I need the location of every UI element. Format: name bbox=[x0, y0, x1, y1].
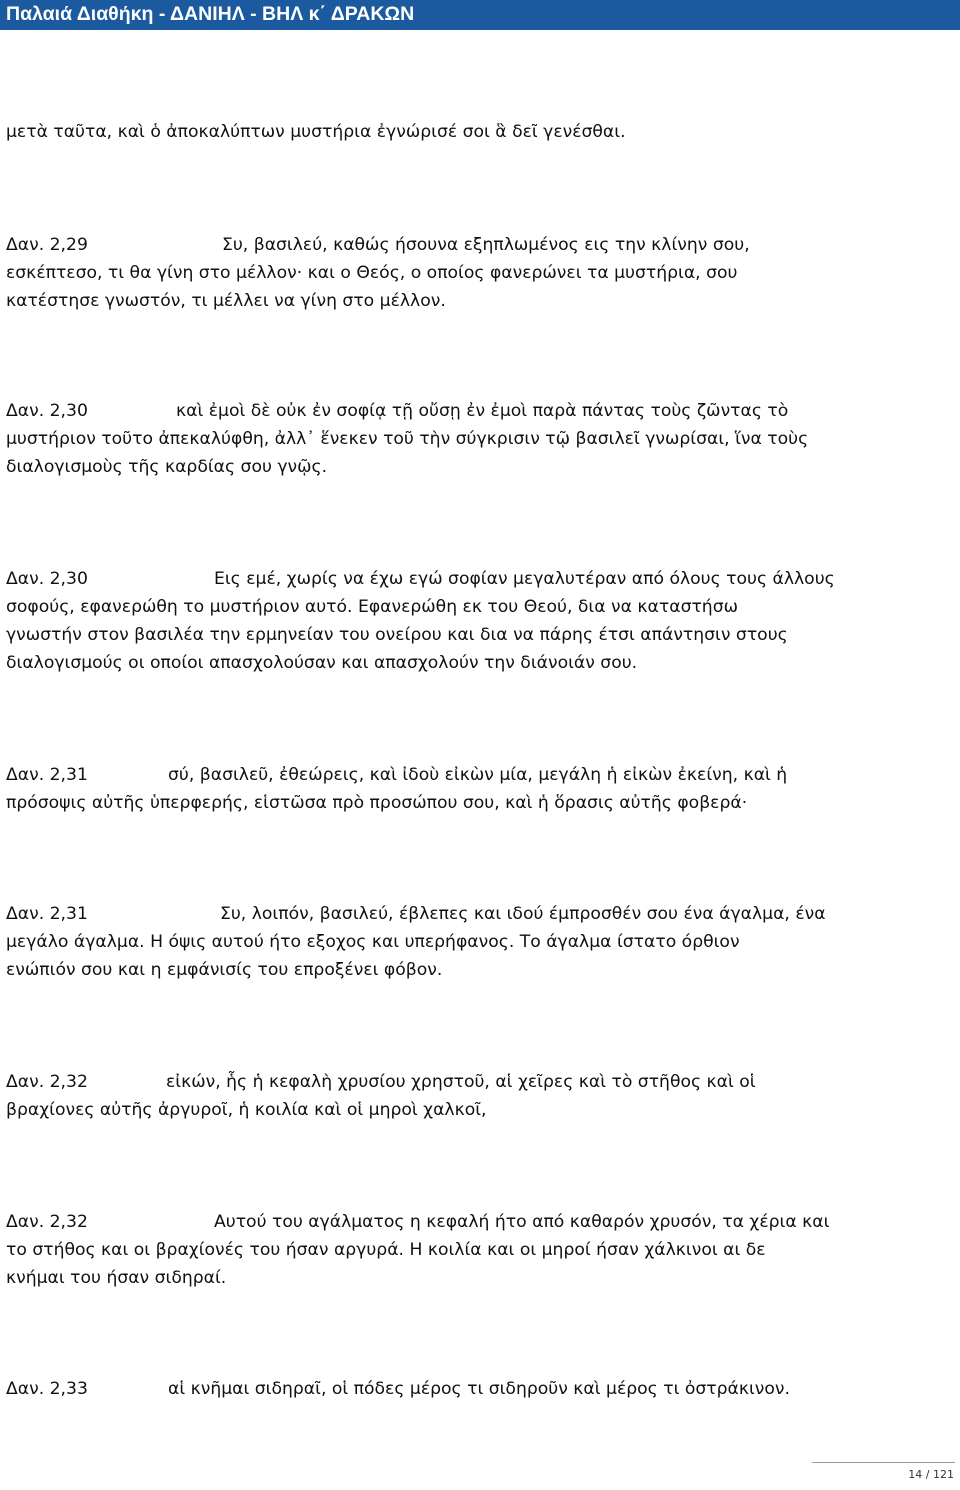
verse-line: γνωστήν στον βασιλέα την ερμηνείαν του ονείρου και δια να πάρης έτσι απάντησιν στους bbox=[6, 625, 788, 645]
verse-text: Συ, βασιλεύ, καθώς ήσουνα εξηπλωμένος εις την κλίνην σου, bbox=[222, 235, 750, 255]
verse-block bbox=[6, 1208, 958, 1292]
verse-text: Συ, λοιπόν, βασιλεύ, έβλεπες και ιδού έμπροσθέν σου ένα άγαλμα, ένα bbox=[220, 904, 826, 924]
verse-reference: Δαν. 2,32 bbox=[6, 1072, 88, 1092]
verse-reference: Δαν. 2,29 bbox=[6, 235, 88, 255]
verse-line: βραχίονες αὐτῆς ἀργυροῖ, ἡ κοιλία καὶ οἱ μηροὶ χαλκοῖ, bbox=[6, 1100, 487, 1120]
verse-block bbox=[6, 231, 958, 315]
verse-first-line bbox=[6, 900, 958, 928]
verse-reference: Δαν. 2,32 bbox=[6, 1212, 88, 1232]
verse-first-line bbox=[6, 761, 958, 789]
page-title: Παλαιά Διαθήκη - ΔΑΝΙΗΛ - ΒΗΛ κ΄ ΔΡΑΚΩΝ bbox=[6, 3, 415, 25]
verse-line: μετὰ ταῦτα, καὶ ὁ ἀποκαλύπτων μυστήρια ἐγνώρισέ σοι ἃ δεῖ γενέσθαι. bbox=[6, 122, 626, 142]
verse-line: κατέστησε γνωστόν, τι μέλλει να γίνη στο μέλλον. bbox=[6, 291, 446, 311]
verse-first-line bbox=[6, 565, 958, 593]
verse-text: Εις εμέ, χωρίς να έχω εγώ σοφίαν μεγαλυτέραν από όλους τους άλλους bbox=[214, 569, 835, 589]
verse-text: καὶ ἐμοὶ δὲ οὐκ ἐν σοφίᾳ τῇ οὔσῃ ἐν ἐμοὶ παρὰ πάντας τοὺς ζῶντας τὸ bbox=[176, 401, 789, 421]
verse-text: Αυτού του αγάλματος η κεφαλή ήτο από καθαρόν χρυσόν, τα χέρια και bbox=[214, 1212, 830, 1232]
verse-first-line bbox=[6, 1208, 958, 1236]
verse-block bbox=[6, 900, 958, 984]
verse-line: διαλογισμούς οι οποίοι απασχολούσαν και απασχολούν την διάνοιάν σου. bbox=[6, 653, 638, 673]
verse-block bbox=[6, 397, 958, 481]
verse-reference: Δαν. 2,31 bbox=[6, 904, 88, 924]
verse-text: αἱ κνῆμαι σιδηραῖ, οἱ πόδες μέρος τι σιδηροῦν καὶ μέρος τι ὀστράκινον. bbox=[168, 1379, 790, 1399]
verse-line: μεγάλο άγαλμα. Η όψις αυτού ήτο εξοχος και υπερήφανος. Το άγαλμα ίστατο όρθιον bbox=[6, 932, 740, 952]
verse-block bbox=[6, 1375, 958, 1403]
verse-first-line bbox=[6, 231, 958, 259]
verse-first-line bbox=[6, 1068, 958, 1096]
verse-line: πρόσοψις αὐτῆς ὑπερφερής, εἱστῶσα πρὸ προσώπου σου, καὶ ἡ ὅρασις αὐτῆς φοβερά· bbox=[6, 793, 748, 813]
verse-text: σύ, βασιλεῦ, ἐθεώρεις, καὶ ἰδοὺ εἰκὼν μία, μεγάλη ἡ εἰκὼν ἐκείνη, καὶ ἡ bbox=[168, 765, 788, 785]
footer-divider bbox=[812, 1462, 955, 1463]
verse-text: εἰκών, ἧς ἡ κεφαλὴ χρυσίου χρηστοῦ, αἱ χεῖρες καὶ τὸ στῆθος καὶ οἱ bbox=[166, 1072, 756, 1092]
verse-reference: Δαν. 2,30 bbox=[6, 401, 88, 421]
verse-line: εσκέπτεσο, τι θα γίνη στο μέλλον· και ο Θεός, ο οποίος φανερώνει τα μυστήρια, σου bbox=[6, 263, 738, 283]
verse-reference: Δαν. 2,30 bbox=[6, 569, 88, 589]
verse-line: το στήθος και οι βραχίονές του ήσαν αργυρά. Η κοιλία και οι μηροί ήσαν χάλκινοι αι δε bbox=[6, 1240, 766, 1260]
verse-line: μυστήριον τοῦτο ἀπεκαλύφθη, ἀλλ᾿ ἕνεκεν τοῦ τὴν σύγκρισιν τῷ βασιλεῖ γνωρίσαι, ἵνα τοὺς bbox=[6, 429, 809, 449]
verse-block bbox=[6, 118, 958, 146]
verse-block bbox=[6, 761, 958, 817]
verse-reference: Δαν. 2,33 bbox=[6, 1379, 88, 1399]
verse-line: κνήμαι του ήσαν σιδηραί. bbox=[6, 1268, 227, 1288]
page-number: 14 / 121 bbox=[908, 1468, 954, 1481]
verse-line: διαλογισμοὺς τῆς καρδίας σου γνῷς. bbox=[6, 457, 328, 477]
verse-first-line bbox=[6, 1375, 958, 1403]
verse-line: σοφούς, εφανερώθη το μυστήριον αυτό. Εφανερώθη εκ του Θεού, δια να καταστήσω bbox=[6, 597, 738, 617]
verse-first-line bbox=[6, 397, 958, 425]
verse-reference: Δαν. 2,31 bbox=[6, 765, 88, 785]
verse-line: ενώπιόν σου και η εμφάνισίς του επροξένει φόβον. bbox=[6, 960, 443, 980]
header-bar bbox=[0, 0, 960, 30]
verse-block bbox=[6, 1068, 958, 1124]
verse-block bbox=[6, 565, 958, 677]
